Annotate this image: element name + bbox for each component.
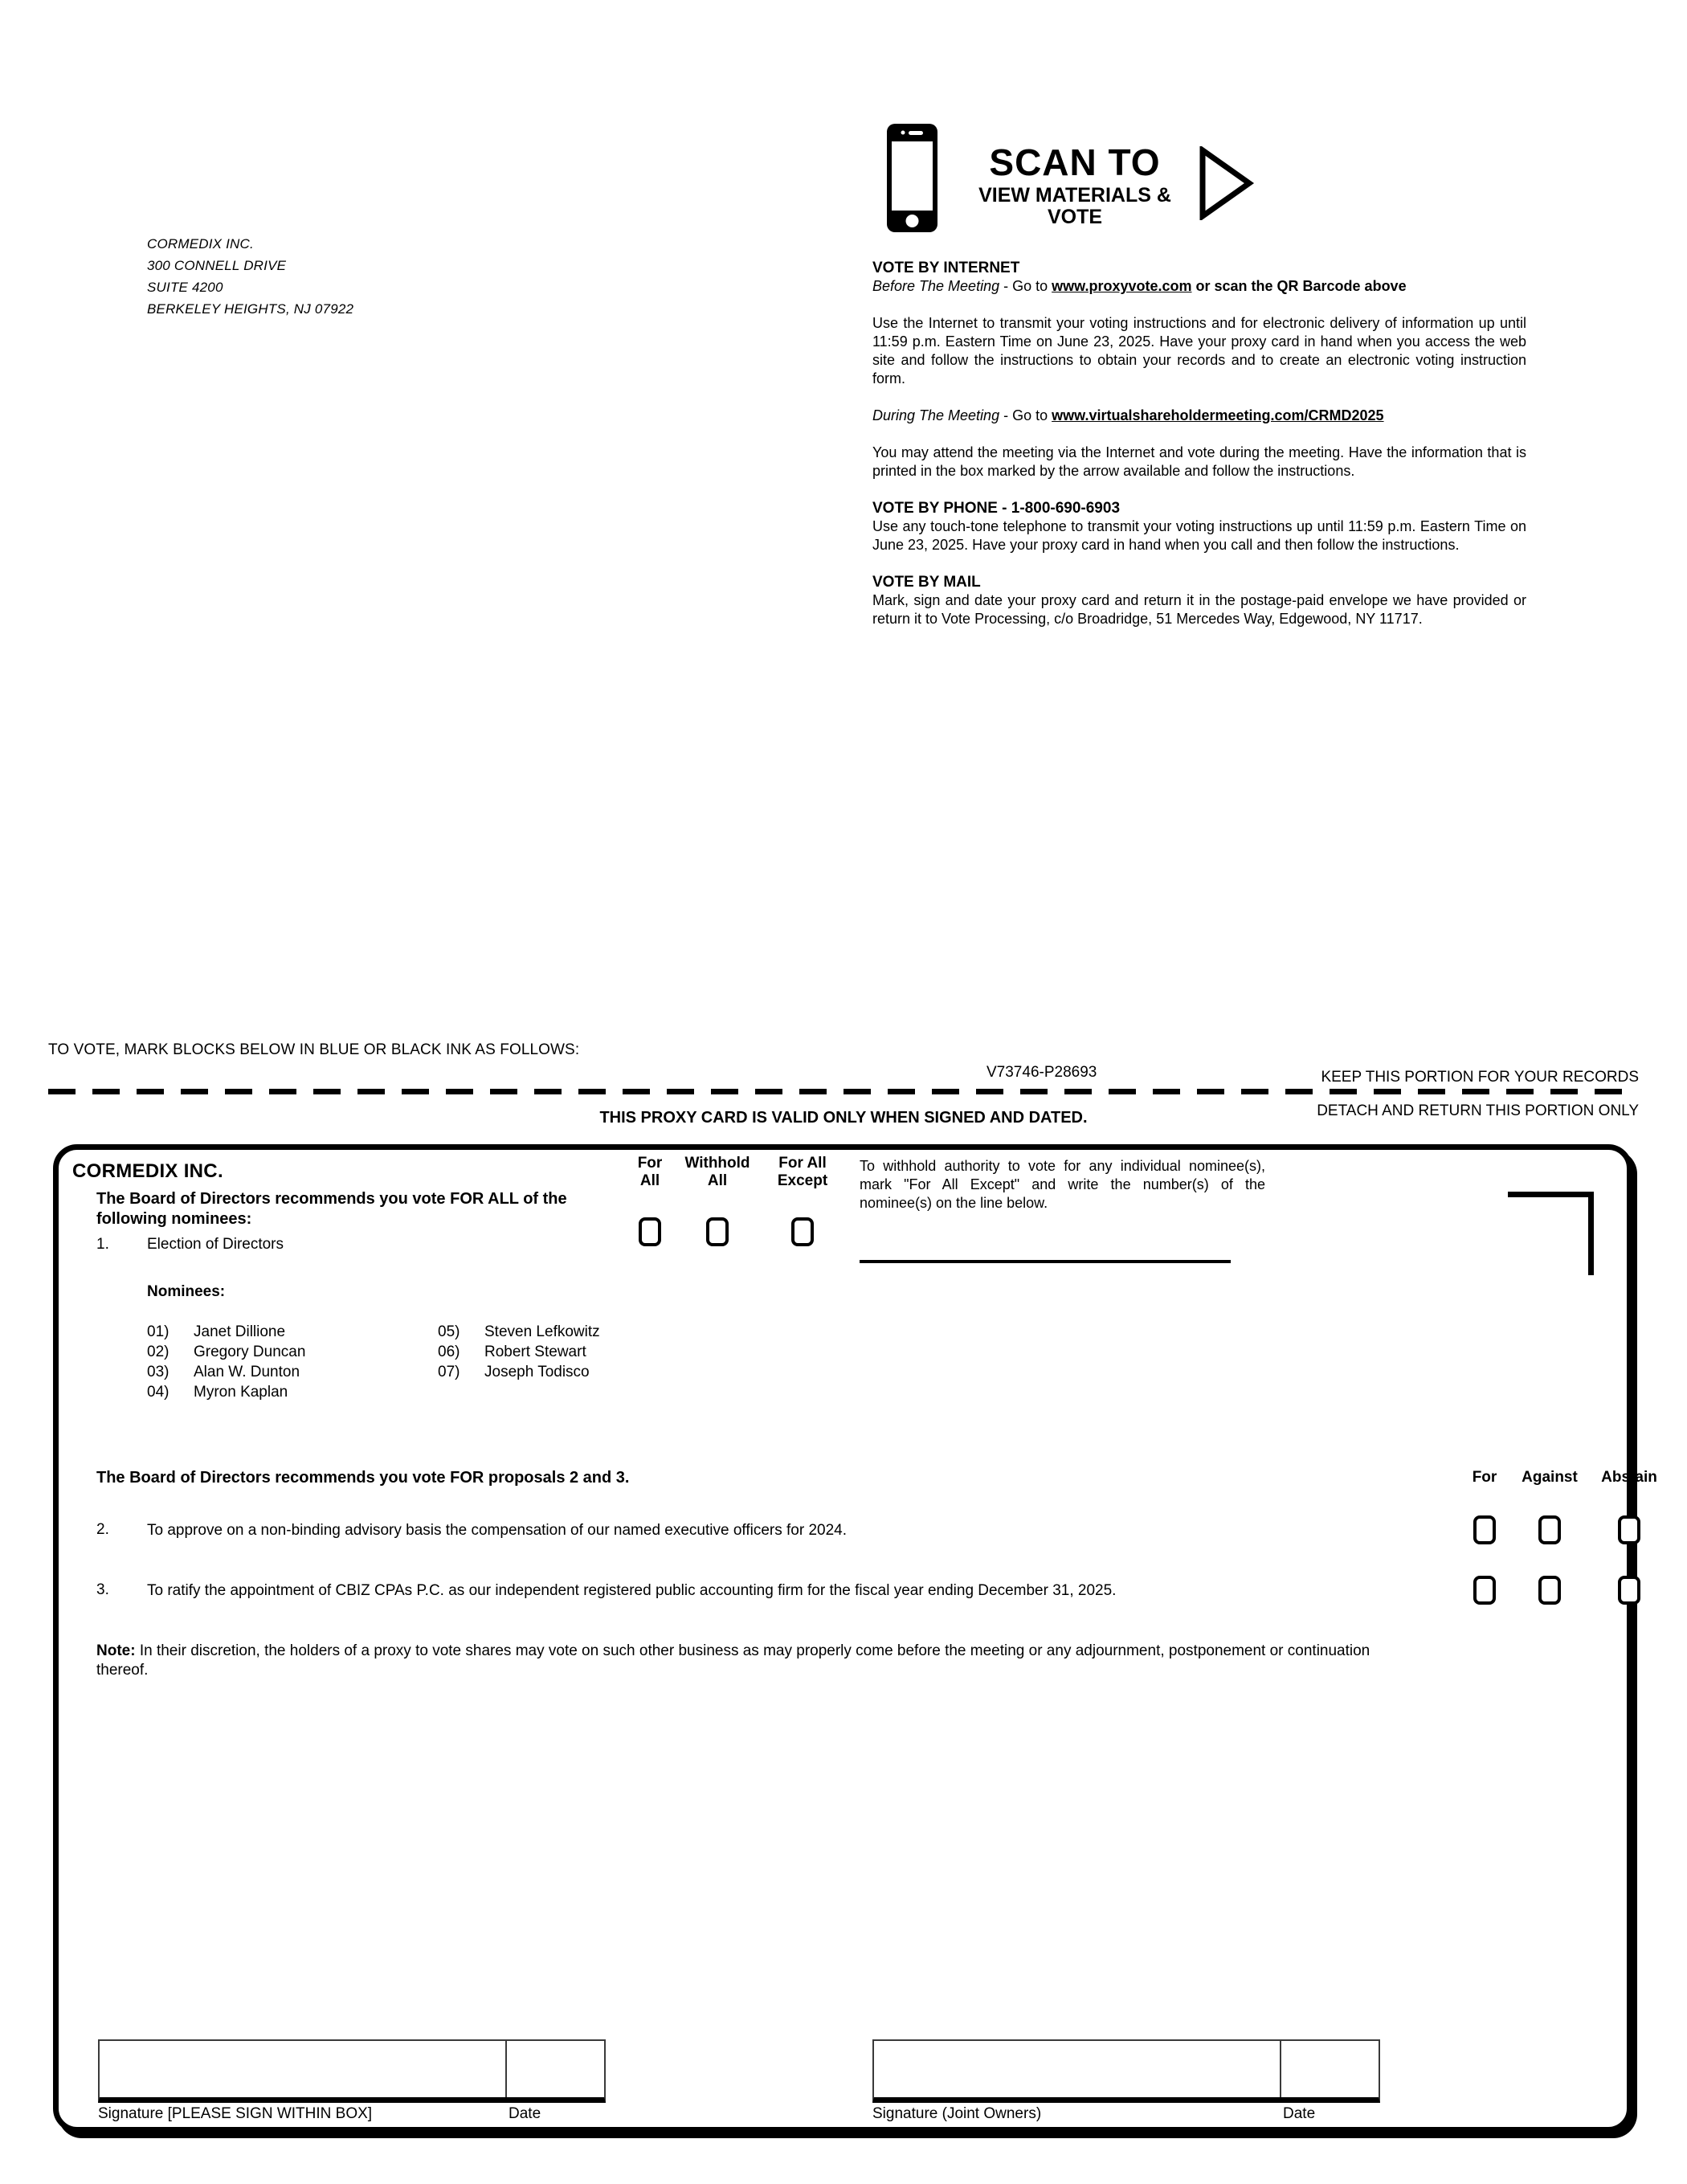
checkbox-proposal3-for[interactable] — [1473, 1576, 1496, 1605]
sender-address-line: BERKELEY HEIGHTS, NJ 07922 — [147, 301, 354, 317]
for-header: For — [1472, 1469, 1497, 1486]
nominee-row — [147, 1342, 305, 1362]
proposal-1-label: Election of Directors — [147, 1236, 284, 1253]
cell-against — [1513, 1576, 1586, 1605]
nominees-column-1 — [147, 1322, 305, 1402]
nominee-number: 05) — [438, 1323, 460, 1340]
internet-before-paragraph: Use the Internet to transmit your voting instructions and for electronic delivery of information up until 11:59 p.m. Eastern Time on June 23, 2025. Have your proxy card in hand when you access the web site and follow the instructions to obtain your records and to create an electronic voting instruction form. — [872, 315, 1526, 386]
nominee-name: Janet Dillione — [194, 1323, 286, 1340]
checkbox-election-for-all-except[interactable] — [791, 1217, 814, 1246]
sender-address-line: SUITE 4200 — [147, 280, 223, 295]
mail-paragraph: Mark, sign and date your proxy card and return it in the postage-paid envelope we have provided or return it to Vote Processing, c/o Broadridge, 51 Mercedes Way, Edgewood, NY 11717. — [872, 592, 1526, 627]
signature-joint-label: Signature (Joint Owners) — [872, 2105, 1042, 2122]
withhold-authority-note: To withhold authority to vote for any individual nominee(s), mark "For All Except" and write the number(s) of the nominee(s) on the line below. — [860, 1158, 1265, 1211]
signature-box-joint — [872, 2039, 1380, 2103]
nominees-title: Nominees: — [147, 1283, 226, 1300]
proposal-2-text: To approve on a non-binding advisory basis the compensation of our named executive officers for 2024. — [147, 1522, 848, 1539]
for-all-header: For All — [637, 1155, 663, 1189]
proposal-3-checkboxes — [1460, 1576, 1668, 1605]
date-field-joint[interactable] — [1280, 2041, 1379, 2097]
before-meeting-line — [872, 277, 1526, 296]
virtualshareholdermeeting-link[interactable]: www.virtualshareholdermeeting.com/CRMD2025 — [1052, 407, 1384, 423]
checkbox-proposal2-against[interactable] — [1538, 1515, 1561, 1544]
except-write-in-line[interactable] — [860, 1260, 1231, 1263]
scan-title: SCAN TO — [989, 141, 1161, 183]
checkbox-proposal3-against[interactable] — [1538, 1576, 1561, 1605]
proposal-3-text: To ratify the appointment of CBIZ CPAs P.C. as our independent registered public accounting firm for the fiscal year ending December 31, 2025. — [147, 1582, 1117, 1599]
keep-records-note: KEEP THIS PORTION FOR YOUR RECORDS — [1321, 1069, 1639, 1086]
nominee-name: Joseph Todisco — [484, 1364, 590, 1380]
vote-by-mail-heading: VOTE BY MAIL — [872, 574, 981, 591]
perforation-dashed-line — [48, 1089, 1639, 1094]
signature-field-primary[interactable] — [100, 2041, 505, 2097]
nominee-row — [438, 1322, 600, 1342]
nominee-row — [438, 1362, 600, 1382]
scan-banner — [884, 121, 1350, 237]
proposal-vote-headers — [1460, 1469, 1668, 1487]
date-joint-label: Date — [1283, 2105, 1316, 2122]
column-for-all-except — [764, 1155, 841, 1246]
board-recommendation-proposals: The Board of Directors recommends you vote FOR proposals 2 and 3. — [96, 1469, 630, 1487]
detach-return-note: DETACH AND RETURN THIS PORTION ONLY — [1317, 1102, 1639, 1119]
valid-when-signed-note: THIS PROXY CARD IS VALID ONLY WHEN SIGNED AND DATED. — [599, 1109, 1088, 1127]
cell-for — [1460, 1576, 1509, 1605]
phone-paragraph: Use any touch-tone telephone to transmit your voting instructions up until 11:59 p.m. Eastern Time on June 23, 2025. Have your proxy card in hand when you call and then follow the instructions. — [872, 518, 1526, 553]
during-meeting-mid: - Go to — [999, 407, 1052, 423]
checkbox-proposal2-abstain[interactable] — [1618, 1515, 1640, 1544]
arrow-right-icon — [1199, 146, 1255, 220]
for-all-except-header: For All Except — [777, 1155, 828, 1189]
internet-during-paragraph: You may attend the meeting via the Internet and vote during the meeting. Have the information that is printed in the box marked by the arrow available and follow the instructions. — [872, 444, 1526, 479]
card-company-name: CORMEDIX INC. — [72, 1160, 223, 1182]
column-withhold-all — [680, 1155, 754, 1246]
withhold-all-header: Withhold All — [684, 1155, 750, 1189]
date-field-primary[interactable] — [505, 2041, 604, 2097]
sender-address-line: 300 CONNELL DRIVE — [147, 258, 287, 273]
vote-by-internet-heading: VOTE BY INTERNET — [872, 260, 1020, 276]
proposal-2-number: 2. — [96, 1521, 109, 1538]
signature-primary-label: Signature [PLEASE SIGN WITHIN BOX] — [98, 2105, 373, 2122]
sender-address — [147, 233, 353, 320]
corner-registration-mark — [1508, 1192, 1594, 1275]
nominee-name: Alan W. Dunton — [194, 1364, 300, 1380]
discretion-note — [96, 1642, 1386, 1680]
vote-by-phone-heading: VOTE BY PHONE - 1-800-690-6903 — [872, 500, 1121, 517]
before-meeting-label: Before The Meeting — [872, 278, 1000, 294]
scan-banner-text — [954, 143, 1195, 228]
checkbox-election-for-all[interactable] — [639, 1217, 661, 1246]
cell-abstain — [1591, 1515, 1668, 1544]
cell-against — [1513, 1515, 1586, 1544]
note-text: In their discretion, the holders of a proxy to vote shares may vote on such other business as may properly come before the meeting or any adjournment, postponement or continuation thereof. — [96, 1642, 1370, 1679]
nominee-number: 06) — [438, 1344, 460, 1360]
election-vote-columns — [629, 1155, 841, 1246]
nominee-name: Robert Stewart — [484, 1344, 586, 1360]
nominee-number: 07) — [438, 1364, 460, 1380]
nominee-row — [438, 1342, 600, 1362]
nominee-row — [147, 1322, 305, 1342]
proposal-3-number: 3. — [96, 1581, 109, 1598]
board-recommendation-nominees: The Board of Directors recommends you vote FOR ALL of the following nominees: — [96, 1190, 567, 1228]
during-meeting-line — [872, 407, 1526, 425]
sender-address-line: CORMEDIX INC. — [147, 236, 254, 252]
nominee-number: 04) — [147, 1384, 170, 1401]
signature-box-primary — [98, 2039, 606, 2103]
proxyvote-link[interactable]: www.proxyvote.com — [1052, 278, 1192, 294]
nominee-name: Myron Kaplan — [194, 1384, 288, 1401]
nominee-number: 01) — [147, 1323, 170, 1340]
nominee-row — [147, 1362, 305, 1382]
scan-subtitle: VIEW MATERIALS & VOTE — [978, 184, 1171, 228]
during-meeting-label: During The Meeting — [872, 407, 1000, 423]
before-meeting-mid: - Go to — [999, 278, 1052, 294]
nominee-name: Gregory Duncan — [194, 1344, 306, 1360]
against-header: Against — [1522, 1469, 1578, 1486]
proposal-2-checkboxes — [1460, 1515, 1668, 1544]
nominee-name: Steven Lefkowitz — [484, 1323, 600, 1340]
abstain-header: Abstain — [1601, 1469, 1657, 1486]
control-number: V73746-P28693 — [986, 1064, 1097, 1081]
voting-instructions — [872, 259, 1526, 647]
checkbox-election-withhold-all[interactable] — [706, 1217, 729, 1246]
nominee-number: 02) — [147, 1344, 170, 1360]
cell-abstain — [1591, 1576, 1668, 1605]
before-meeting-tail: or scan the QR Barcode above — [1191, 278, 1407, 294]
nominees-column-2 — [438, 1322, 600, 1382]
date-primary-label: Date — [509, 2105, 541, 2122]
mark-blocks-instruction: TO VOTE, MARK BLOCKS BELOW IN BLUE OR BLACK INK AS FOLLOWS: — [48, 1041, 580, 1058]
signature-field-joint[interactable] — [874, 2041, 1280, 2097]
column-for-all — [629, 1155, 671, 1246]
note-label: Note: — [96, 1642, 136, 1659]
proxy-ballot-card — [53, 1144, 1657, 2133]
smartphone-icon — [886, 123, 938, 233]
proposal-1-number: 1. — [96, 1236, 109, 1253]
checkbox-proposal2-for[interactable] — [1473, 1515, 1496, 1544]
nominee-row — [147, 1382, 305, 1402]
cell-for — [1460, 1515, 1509, 1544]
checkbox-proposal3-abstain[interactable] — [1618, 1576, 1640, 1605]
nominee-number: 03) — [147, 1364, 170, 1380]
